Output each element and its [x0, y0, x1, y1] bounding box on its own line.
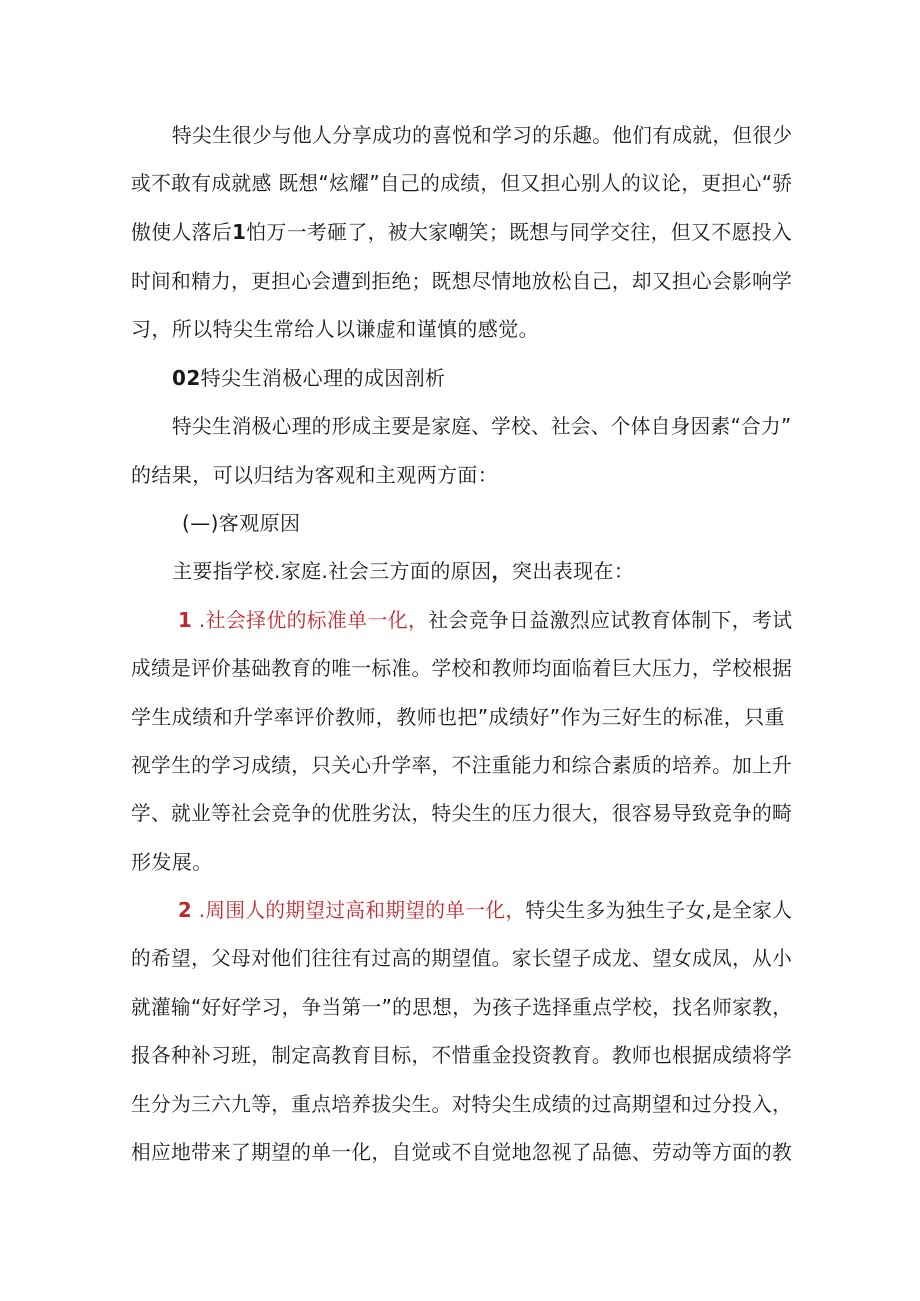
text-run: 突出表现在：: [511, 559, 635, 583]
paragraph-line: 或不敢有成就感 既想“炫耀”自己的成绩，但又担心别人的议论，更担心“骄: [131, 171, 793, 195]
paragraph-line: 的结果，可以归结为客观和主观两方面：: [131, 463, 499, 487]
paragraph-line: 的希望，父母对他们往往有过高的期望值。家长望子成龙、望女成凤，从小: [131, 946, 793, 970]
item-number: 1: [178, 608, 193, 632]
paragraph-line: 时间和精力，更担心会遭到拒绝；既想尽情地放松自己，却又担心会影响学: [131, 269, 793, 293]
paragraph-line: 特尖生很少与他人分享成功的喜悦和学习的乐趣。他们有成就，但很少: [172, 123, 793, 147]
paragraph-line: 报各种补习班，制定高教育目标，不惜重金投资教育。教师也根据成绩将学: [131, 1043, 793, 1067]
text-run: 怕万一考砸了，被大家嘲笑；既想与同学交往，但又不愿投入: [246, 220, 793, 244]
item-title: .社会择优的标准单一化，: [198, 608, 429, 632]
paragraph-line: 形发展。: [131, 850, 213, 874]
list-item-first-line: [178, 897, 792, 923]
text-run: 傲使人落后: [131, 220, 233, 244]
item-title: .周围人的期望过高和期望的单一化，: [198, 898, 526, 922]
section-heading: [172, 365, 445, 391]
text-run-bold: ，: [491, 559, 512, 583]
paragraph-line: [172, 558, 634, 584]
paragraph-line: 习，所以特尖生常给人以谦虚和谨慎的感觉。: [131, 317, 539, 341]
paragraph-line: 学、就业等社会竞争的优胜劣汰，特尖生的压力很大，很容易导致竞争的畸: [131, 801, 793, 825]
section-number: 02: [172, 366, 201, 390]
item-number: 2: [178, 898, 193, 922]
text-run: 特尖生多为独生子女,是全家人: [525, 898, 793, 922]
paragraph-line: 相应地带来了期望的单一化，自觉或不自觉地忽视了品德、劳动等方面的教: [131, 1140, 793, 1164]
paragraph-line: [131, 219, 792, 245]
paragraph-line: 特尖生消极心理的形成主要是家庭、学校、社会、个体自身因素“合力”: [172, 414, 792, 438]
subsection-heading: (—)客观原因: [182, 511, 301, 535]
paragraph-line: 生分为三六九等，重点培养拔尖生。对特尖生成绩的过高期望和过分投入，: [131, 1092, 793, 1116]
paragraph-line: 学生成绩和升学率评价教师，教师也把”成绩好”作为三好生的标准，只重: [131, 705, 785, 729]
paragraph-line: 成绩是评价基础教育的唯一标准。学校和教师均面临着巨大压力，学校根据: [131, 656, 793, 680]
paragraph-line: 就灌输“好好学习，争当第一”的思想，为孩子选择重点学校，找名师家教，: [131, 995, 793, 1019]
paragraph-line: 视学生的学习成绩，只关心升学率，不注重能力和综合素质的培养。加上升: [131, 753, 793, 777]
text-run: 主要指学校.家庭.社会三方面的原因: [172, 559, 492, 583]
text-run: 社会竞争日益激烈应试教育体制下，考试: [428, 608, 793, 632]
section-title: 特尖生消极心理的成因剖析: [200, 366, 446, 390]
text-run-bold: 1: [232, 220, 247, 244]
list-item-first-line: [178, 607, 792, 633]
